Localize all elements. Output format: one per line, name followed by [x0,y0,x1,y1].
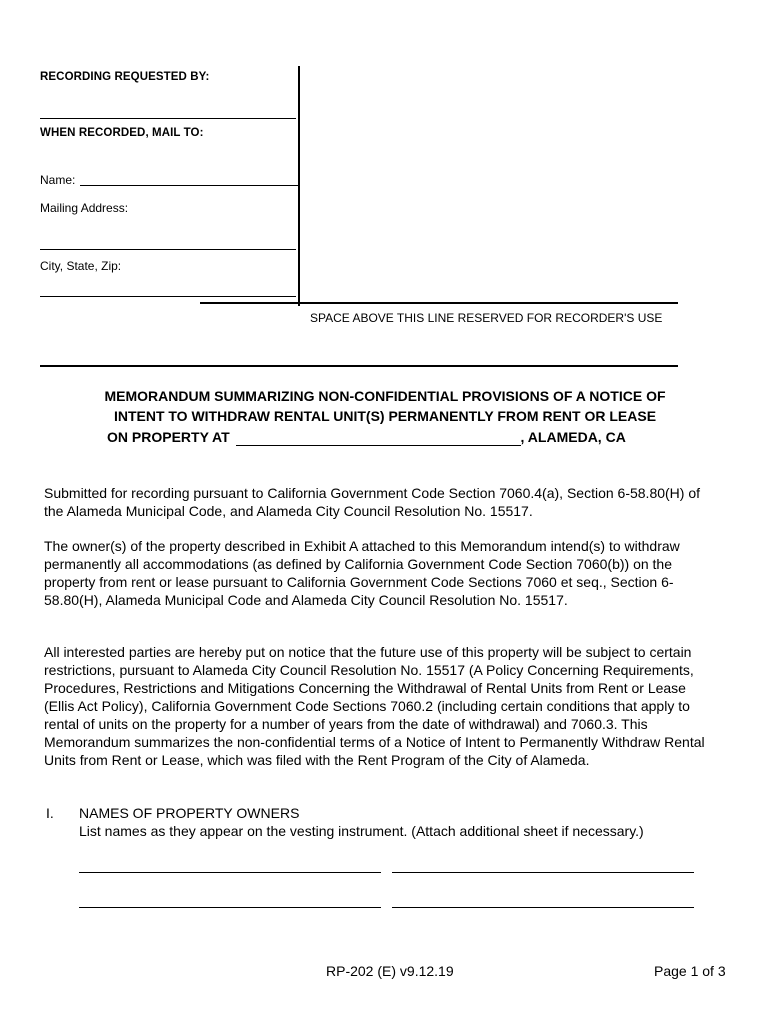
mailing-address-line[interactable] [40,249,296,250]
recorder-box-divider [298,66,300,306]
form-id: RP-202 (E) v9.12.19 [326,963,454,979]
paragraph-submitted: Submitted for recording pursuant to California Government Code Section 7060.4(a), Section 6-58.80(H) of the Alameda Municipal Code, and Alameda City Council Resolution No. 15517. [44,485,701,519]
name-label: Name: [40,173,76,187]
section-1-numeral: I. [46,805,54,821]
property-address-field[interactable] [236,429,521,446]
paragraph-owner-intent: The owner(s) of the property described in Exhibit A attached to this Memorandum intend(s) to withdraw permanently all accommodations (as defined by California Government Code Section 7060(b)) on the property from rent or lease pursuant to California Government Code Sections 7060 et seq., Section 6-58.80(H), Alameda Municipal Code and Alameda City Council Resolution No. 15517. [44,538,680,608]
name-line[interactable] [80,185,299,186]
owner-name-field-3[interactable] [79,907,381,908]
title-separator [40,365,678,367]
city-state-zip-label: City, State, Zip: [40,259,122,273]
city-state-zip-line[interactable] [40,296,296,297]
recording-requested-by-label: RECORDING REQUESTED BY: [40,71,210,83]
title-line-2: INTENT TO WITHDRAW RENTAL UNIT(S) PERMANENTLY FROM RENT OR LEASE [113,408,657,424]
title-property-prefix: ON PROPERTY AT [107,429,230,445]
mailing-address-label: Mailing Address: [40,201,129,215]
recorder-reserved-line [200,302,678,304]
title-property-suffix: , ALAMEDA, CA [520,429,626,445]
title-line-3 [107,429,626,446]
when-recorded-label: WHEN RECORDED, MAIL TO: [40,127,204,139]
document-title [40,386,730,426]
owner-name-field-2[interactable] [392,872,694,873]
owner-name-field-4[interactable] [392,907,694,908]
section-1-instruction: List names as they appear on the vesting instrument. (Attach additional sheet if necessary.) [79,823,644,839]
recording-requested-by-line[interactable] [40,118,296,119]
page-number: Page 1 of 3 [654,963,726,979]
paragraph-notice: All interested parties are hereby put on notice that the future use of this property will be subject to certain restrictions, pursuant to Alameda City Council Resolution No. 15517 (A Policy Concerning Requirements, Procedures, Restrictions and Mitigations Concerning the Withdrawal of Rental Units from Rent or Lease (Ellis Act Policy), California Government Code Sections 7060.2 (including certain conditions that apply to rental of units on the property for a number of years from the date of withdrawal) and 7060.3. This Memorandum summarizes the non-confidential terms of a Notice of Intent to Permanently Withdraw Rental Units from Rent or Lease, which was filed with the Rent Program of the City of Alameda. [44,644,705,768]
title-line-1: MEMORANDUM SUMMARIZING NON-CONFIDENTIAL PROVISIONS OF A NOTICE OF [104,388,666,404]
owner-name-field-1[interactable] [79,872,381,873]
reserved-note: SPACE ABOVE THIS LINE RESERVED FOR RECORDER'S USE [310,311,663,325]
section-1-heading: NAMES OF PROPERTY OWNERS [79,805,300,821]
